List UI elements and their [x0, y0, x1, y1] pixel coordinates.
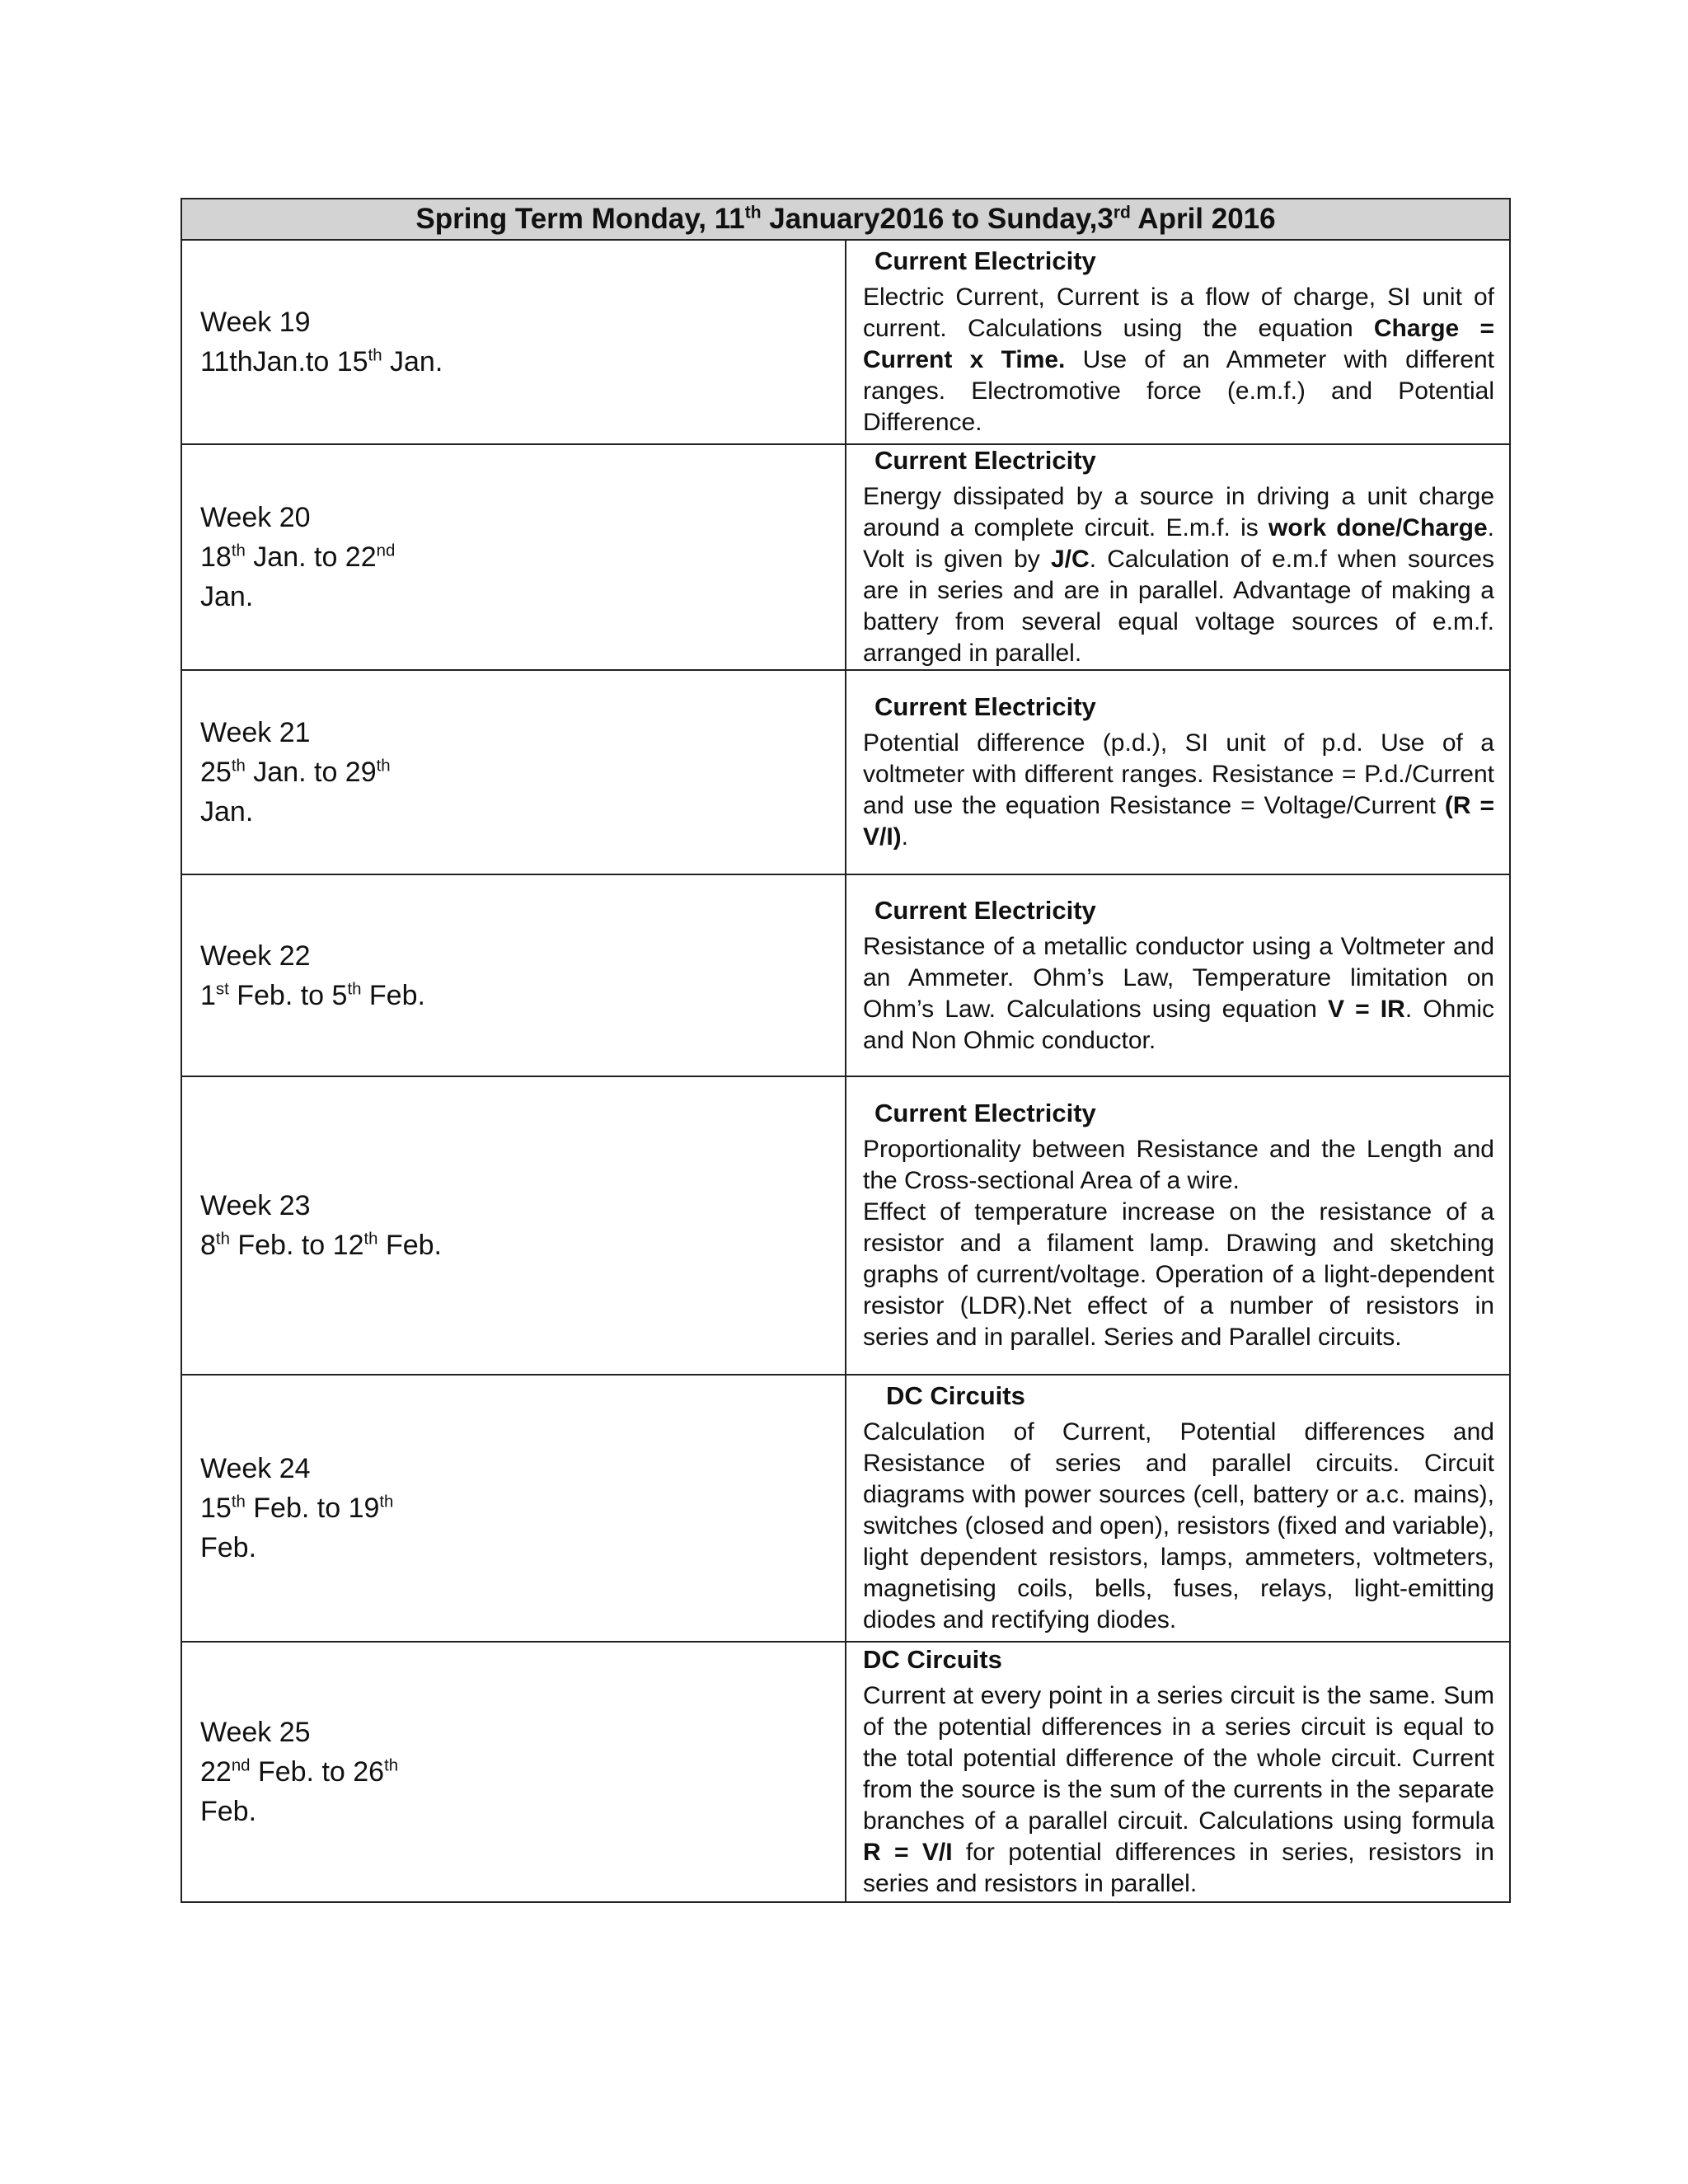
week-date-range: 18th Jan. to 22nd — [200, 541, 396, 573]
topic-description: Potential difference (p.d.), SI unit of p.d. Use of a voltmeter with different ranges. Resistance = P.d./Current and use the equation Resistance = Voltage/Current (R = V/I). — [863, 729, 1494, 851]
week-row — [181, 670, 1510, 874]
topic-title: Current Electricity — [874, 446, 1096, 475]
week-date-range: 1st Feb. to 5th Feb. — [200, 979, 425, 1011]
week-cell — [181, 1642, 846, 1902]
week-row — [181, 1076, 1510, 1375]
week-row — [181, 444, 1510, 670]
topic-title: DC Circuits — [886, 1381, 1025, 1410]
topic-description: Current at every point in a series circuit is the same. Sum of the potential differences in a series circuit is equal to the total potential difference of the whole circuit. Current from the source is the sum of the currents in the separate branches of a parallel circuit. Calculations using formula R = V/I for potential differences in series, resistors in series and resistors in parallel. — [863, 1682, 1494, 1897]
title-row — [181, 199, 1510, 240]
schedule-table — [181, 198, 1511, 1903]
week-cell — [181, 1076, 846, 1375]
topic-title: DC Circuits — [863, 1645, 1002, 1674]
week-date-range-end: Feb. — [200, 1532, 257, 1563]
topic-description: Effect of temperature increase on the resistance of a resistor and a filament lamp. Drawing and sketching graphs of current/voltage. Operation of a light-dependent resistor (LDR).Net effect of a number of resistors in series and in parallel. Series and Parallel circuits. — [863, 1198, 1494, 1351]
topic-title: Current Electricity — [874, 1099, 1096, 1127]
week-cell — [181, 874, 846, 1076]
topic-title: Current Electricity — [874, 246, 1096, 275]
topic-cell — [846, 670, 1510, 874]
topic-cell — [846, 874, 1510, 1076]
topic-description: Calculation of Current, Potential differences and Resistance of series and parallel circuits. Circuit diagrams with power sources (cell, battery or a.c. mains), switches (closed and open), resistors (fixed and variable), light dependent resistors, lamps, ammeters, voltmeters, magnetising coils, bells, fuses, relays, light-emitting diodes and rectifying diodes. — [863, 1418, 1494, 1633]
topic-title: Current Electricity — [874, 692, 1096, 721]
week-date-range-end: Feb. — [200, 1796, 257, 1827]
week-cell — [181, 1375, 846, 1642]
topic-description: Electric Current, Current is a flow of charge, SI unit of current. Calculations using the equation Charge = Current x Time. Use of an Ammeter with different ranges. Electromotive force (e.m.f.) and Potential Difference. — [863, 284, 1494, 436]
topic-description: Resistance of a metallic conductor using a Voltmeter and an Ammeter. Ohm’s Law, Temperature limitation on Ohm’s Law. Calculations using equation V = IR. Ohmic and Non Ohmic conductor. — [863, 932, 1494, 1054]
week-date-range-end: Jan. — [200, 796, 254, 827]
week-cell — [181, 670, 846, 874]
week-label: Week 24 — [200, 1453, 311, 1484]
topic-description: Proportionality between Resistance and the Length and the Cross-sectional Area of a wire. — [863, 1136, 1494, 1194]
week-date-range: 15th Feb. to 19th — [200, 1493, 394, 1524]
topic-cell — [846, 1642, 1510, 1902]
week-row — [181, 1375, 1510, 1642]
term-title: Spring Term Monday, 11th January2016 to Sunday,3rd April 2016 — [181, 199, 1510, 240]
topic-description: Energy dissipated by a source in driving a unit charge around a complete circuit. E.m.f. is work done/Charge. Volt is given by J/C. Calculation of e.m.f when sources are in series and are in parallel. Advantage of making a battery from several equal voltage sources of e.m.f. arranged in parallel. — [863, 483, 1495, 667]
week-row — [181, 874, 1510, 1076]
topic-cell — [846, 1076, 1510, 1375]
week-row — [181, 1642, 1510, 1902]
week-row — [181, 240, 1510, 444]
topic-title: Current Electricity — [874, 895, 1096, 925]
week-date-range: 11thJan.to 15th Jan. — [200, 346, 443, 377]
topic-cell — [846, 444, 1510, 670]
week-label: Week 23 — [200, 1190, 311, 1221]
week-cell — [181, 444, 846, 670]
week-label: Week 20 — [200, 502, 311, 533]
week-cell — [181, 240, 846, 444]
week-label: Week 21 — [200, 717, 311, 748]
week-label: Week 19 — [200, 307, 311, 338]
week-date-range: 25th Jan. to 29th — [200, 757, 391, 788]
topic-cell — [846, 240, 1510, 444]
week-date-range: 8th Feb. to 12th Feb. — [200, 1230, 442, 1261]
week-date-range: 22nd Feb. to 26th — [200, 1756, 399, 1788]
week-label: Week 22 — [200, 940, 311, 972]
topic-cell — [846, 1375, 1510, 1642]
week-date-range-end: Jan. — [200, 581, 254, 612]
week-label: Week 25 — [200, 1717, 311, 1748]
